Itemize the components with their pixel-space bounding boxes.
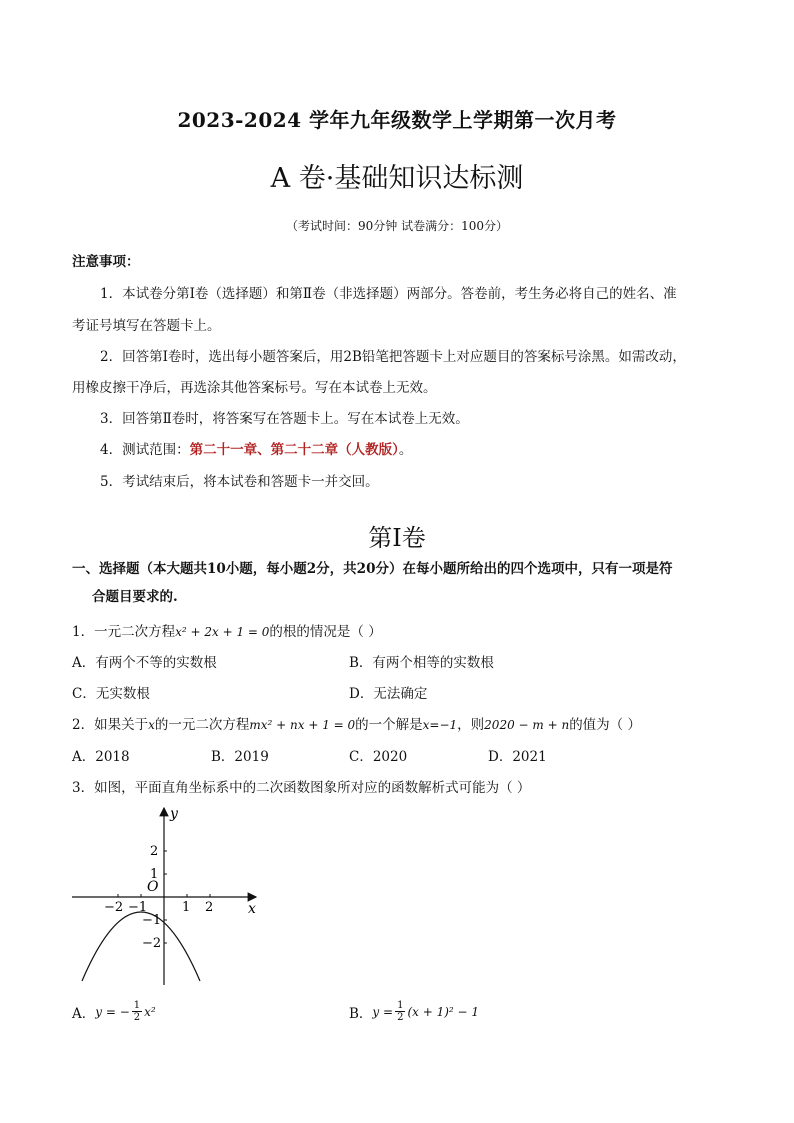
q2-option-d: D．2021: [488, 749, 547, 765]
q2-expr: 2020 − m + n: [484, 718, 570, 732]
section-instruction-line-1: 一、选择题（本大题共10小题，每小题2分，共20分）在每小题所给出的四个选项中，只有一项是符: [72, 561, 673, 577]
note-2-line-1: 2．回答第Ⅰ卷时，选出每小题答案后，用2B铅笔把答题卡上对应题目的答案标号涂黑。如需改动，: [100, 349, 686, 365]
note-4-suffix: 。: [398, 442, 413, 458]
q1-prefix: 1．一元二次方程: [72, 624, 176, 640]
note-1-line-2: 考证号填写在答题卡上。: [72, 318, 221, 334]
note-4-prefix: 4．测试范围：: [100, 442, 190, 458]
q3-b-lhs: y =: [372, 1004, 394, 1019]
q3-option-a: [72, 1000, 156, 1023]
question-2: [72, 713, 641, 733]
note-4: [100, 438, 412, 458]
q2-middle3: ，则: [457, 717, 485, 733]
q2-root: x=−1: [422, 718, 458, 732]
section-instruction-line-2: 合题目要求的.: [92, 589, 178, 605]
y-axis-label: y: [170, 806, 178, 822]
y-tick-label: 2: [150, 844, 159, 859]
y-tick-label: −1: [142, 913, 162, 928]
q3-b-rest: (x + 1)² − 1: [407, 1004, 480, 1019]
test-range: 第二十一章、第二十二章（人教版）: [189, 442, 399, 458]
section-title: 第Ⅰ卷: [368, 524, 426, 552]
q1-option-d: D．无法确定: [349, 686, 428, 702]
q2-option-b: B．2019: [211, 749, 269, 765]
note-5: 5．考试结束后，将本试卷和答题卡一并交回。: [100, 474, 379, 490]
note-1-line-1: 1．本试卷分第Ⅰ卷（选择题）和第Ⅱ卷（非选择题）两部分。答卷前，考生务必将自己的姓名、准: [100, 286, 677, 302]
q3-b-prefix: B．: [349, 1005, 373, 1022]
q1-option-b: B．有两个相等的实数根: [349, 655, 494, 671]
q1-option-a: A．有两个不等的实数根: [72, 655, 217, 671]
origin-label: O: [147, 879, 159, 895]
q3-option-b: [349, 1000, 479, 1023]
q2-equation: mx² + nx + 1 = 0: [249, 718, 356, 732]
q1-equation: x² + 2x + 1 = 0: [175, 625, 270, 639]
parabola-graph: [60, 800, 270, 990]
q2-option-a: A．2018: [72, 749, 130, 765]
q2-middle2: 的一个解是: [355, 717, 423, 733]
q2-suffix: 的值为（ ）: [569, 717, 641, 733]
x-tick-label: −1: [128, 900, 148, 915]
q1-suffix: 的根的情况是（ ）: [269, 624, 382, 640]
q3-a-prefix: A．: [72, 1005, 96, 1022]
question-3: 3．如图，平面直角坐标系中的二次函数图象所对应的函数解析式可能为（ ）: [72, 780, 531, 796]
y-tick-label: 1: [150, 867, 159, 882]
q3-b-fraction: $\frac{1}{2}$: [397, 1000, 404, 1023]
q2-middle: 的一元二次方程: [154, 717, 250, 733]
exam-title: 2023-2024 学年九年级数学上学期第一次月考: [177, 108, 617, 132]
q2-var: x: [148, 718, 155, 732]
question-1: [72, 620, 382, 640]
note-3: 3．回答第Ⅱ卷时，将答案写在答题卡上。写在本试卷上无效。: [100, 411, 469, 427]
x-tick-label: 2: [205, 900, 214, 915]
x-axis-label: x: [248, 901, 256, 917]
q3-a-lhs: y = −: [95, 1004, 130, 1019]
q3-a-fraction: $\frac{1}{2}$: [133, 1000, 141, 1023]
q2-prefix: 2．如果关于: [72, 717, 149, 733]
exam-subtitle: A 卷·基础知识达标测: [270, 163, 524, 194]
y-tick-label: −2: [142, 936, 162, 951]
q2-option-c: C．2020: [349, 749, 408, 765]
q1-option-c: C．无实数根: [72, 686, 150, 702]
parabola-curve: [82, 912, 200, 981]
note-2-line-2: 用橡皮擦干净后，再选涂其他答案标号。写在本试卷上无效。: [72, 380, 437, 396]
x-tick-label: 1: [182, 900, 191, 915]
x-tick-label: −2: [104, 900, 124, 915]
notes-heading: 注意事项：: [72, 254, 140, 270]
exam-info: （考试时间：90分钟 试卷满分：100分）: [286, 219, 508, 233]
q3-a-rest: x²: [144, 1004, 156, 1019]
